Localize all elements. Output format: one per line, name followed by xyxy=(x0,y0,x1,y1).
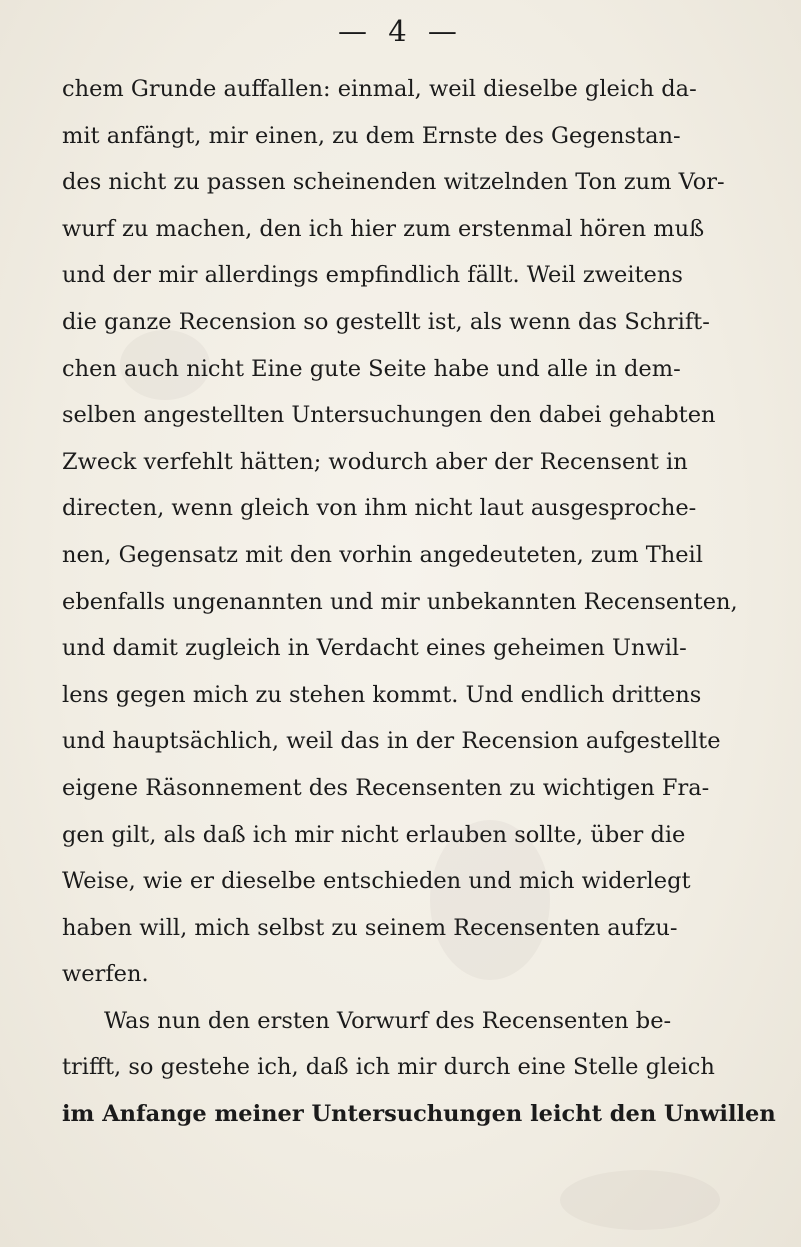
text-line: chen auch nicht Eine gute Seite habe und alle in dem- xyxy=(62,355,681,382)
text-line: wurf zu machen, den ich hier zum erstenmal hören muß xyxy=(62,215,705,242)
paper-stain xyxy=(560,1170,720,1230)
text-line: werfen. xyxy=(62,961,149,988)
text-line: lens gegen mich zu stehen kommt. Und endlich drittens xyxy=(62,681,702,708)
text-line: gen gilt, als daß ich mir nicht erlauben sollte, über die xyxy=(62,821,686,848)
text-line: directen, wenn gleich von ihm nicht laut ausgesproche- xyxy=(62,495,697,522)
text-line: und hauptsächlich, weil das in der Recension aufgestellte xyxy=(62,728,721,755)
text-line: haben will, mich selbst zu seinem Recensenten aufzu- xyxy=(62,914,678,941)
text-line: Weise, wie er dieselbe entschieden und mich widerlegt xyxy=(62,868,691,895)
text-line: trifft, so gestehe ich, daß ich mir durch eine Stelle gleich xyxy=(62,1054,715,1081)
text-line: mit anfängt, mir einen, zu dem Ernste des Gegenstan- xyxy=(62,122,681,149)
text-line: nen, Gegensatz mit den vorhin angedeuteten, zum Theil xyxy=(62,541,703,568)
text-line: des nicht zu passen scheinenden witzelnden Ton zum Vor- xyxy=(62,169,725,196)
text-line: Zweck verfehlt hätten; wodurch aber der Recensent in xyxy=(62,448,688,475)
body-text xyxy=(62,66,784,1138)
paragraph-start-line: Was nun den ersten Vorwurf des Recensenten be- xyxy=(104,1007,672,1034)
text-line: eigene Räsonnement des Recensenten zu wichtigen Fra- xyxy=(62,774,710,801)
text-line: und damit zugleich in Verdacht eines geheimen Unwil- xyxy=(62,635,687,662)
page-number: — 4 — xyxy=(338,14,463,48)
text-line: die ganze Recension so gestellt ist, als wenn das Schrift- xyxy=(62,308,710,335)
text-line: im Anfange meiner Untersuchungen leicht den Unwillen xyxy=(62,1101,776,1128)
text-line: und der mir allerdings empfindlich fällt. Weil zweitens xyxy=(62,262,683,289)
text-line: ebenfalls ungenannten und mir unbekannten Recensenten, xyxy=(62,588,738,615)
text-line: chem Grunde auffallen: einmal, weil dieselbe gleich da- xyxy=(62,76,697,102)
text-line: selben angestellten Untersuchungen den dabei gehabten xyxy=(62,402,716,429)
